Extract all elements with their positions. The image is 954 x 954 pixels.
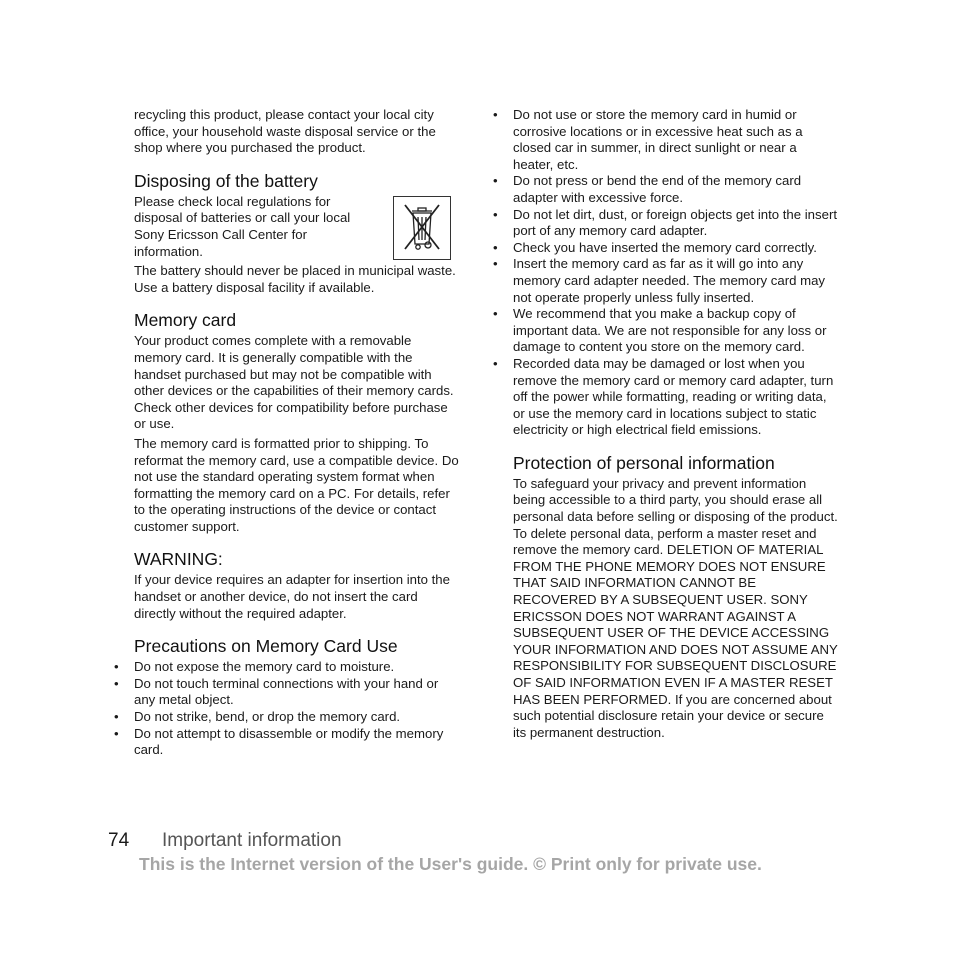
- list-item: • Check you have inserted the memory card correctly.: [513, 240, 838, 257]
- list-item: • Do not use or store the memory card in humid or corrosive locations or in excessive heat such as a closed car in summer, in direct sunlight or near a heater, etc.: [513, 107, 838, 173]
- list-item: • Do not attempt to disassemble or modify the memory card.: [134, 726, 459, 759]
- list-item: • Do not let dirt, dust, or foreign objects get into the insert port of any memory card adapter.: [513, 207, 838, 240]
- precautions-heading: Precautions on Memory Card Use: [134, 636, 398, 657]
- list-item: • Do not expose the memory card to moisture.: [134, 659, 459, 676]
- intro-paragraph: recycling this product, please contact your local city office, your household waste disposal service or the shop where you purchased the product.: [134, 107, 436, 156]
- memory-card-heading: Memory card: [134, 310, 237, 331]
- precautions-list-continued: [513, 107, 838, 439]
- crossed-out-bin-icon: [393, 196, 451, 260]
- protection-heading: Protection of personal information: [513, 452, 775, 473]
- memory-card-paragraph-1: Your product comes complete with a removable memory card. It is generally compatible with the handset purchased but may not be compatible with other devices or the capabilities of their memory cards. Check other devices for compatibility before purchase or use.: [134, 333, 454, 432]
- battery-heading: Disposing of the battery: [134, 170, 318, 191]
- list-item: • Do not touch terminal connections with your hand or any metal object.: [134, 676, 459, 709]
- copyright-notice: This is the Internet version of the User's guide. © Print only for private use.: [139, 854, 762, 874]
- right-column: [513, 107, 838, 744]
- memory-card-paragraph-2: The memory card is formatted prior to shipping. To reformat the memory card, use a compatible device. Do not use the standard operating system format when formatting the memory card on a PC. For details, refer to the operating instructions of the device or contact customer support.: [134, 435, 459, 534]
- protection-paragraph: To safeguard your privacy and prevent information being accessible to a third party, you should erase all personal data before selling or disposing of the product. To delete personal data, perform a master reset and remove the memory card. DELETION OF MATERIAL FROM THE PHONE MEMORY DOES NOT ENSURE THAT SAID INFORMATION CANNOT BE RECOVERED BY A SUBSEQUENT USER. SONY ERICSSON DOES NOT WARRANT AGAINST A SUBSEQUENT USER OF THE DEVICE ACCESSING YOUR INFORMATION AND DOES NOT ASSUME ANY RESPONSIBILITY FOR SUBSEQUENT DISCLOSURE OF SAID INFORMATION EVEN IF A MASTER RESET HAS BEEN PERFORMED. If you are concerned about such potential disclosure retain your device or secure its permanent destruction.: [513, 475, 838, 740]
- list-item: • Do not strike, bend, or drop the memory card.: [134, 709, 459, 726]
- battery-paragraph-1: Please check local regulations for disposal of batteries or call your local Sony Ericsson Call Center for information.: [134, 193, 351, 259]
- section-title: Important information: [162, 830, 342, 851]
- left-column: [134, 107, 459, 759]
- battery-section: [134, 194, 459, 260]
- list-item: • Do not press or bend the end of the memory card adapter with excessive force.: [513, 173, 838, 206]
- page-number: 74: [108, 830, 130, 851]
- battery-paragraph-2: The battery should never be placed in municipal waste. Use a battery disposal facility if available.: [134, 263, 456, 295]
- list-item: • Recorded data may be damaged or lost when you remove the memory card or memory card adapter, turn off the power while formatting, reading or writing data, or use the memory card in locations subject to static electricity or high electrical field emissions.: [513, 356, 838, 439]
- list-item: • Insert the memory card as far as it will go into any memory card adapter needed. The memory card may not operate properly unless fully inserted.: [513, 256, 838, 306]
- warning-heading: WARNING:: [134, 549, 223, 570]
- list-item: • We recommend that you make a backup copy of important data. We are not responsible for any loss or damage to content you store on the memory card.: [513, 306, 838, 356]
- warning-paragraph: If your device requires an adapter for insertion into the handset or another device, do not insert the card directly without the required adapter.: [134, 572, 450, 621]
- precautions-list: [134, 659, 459, 759]
